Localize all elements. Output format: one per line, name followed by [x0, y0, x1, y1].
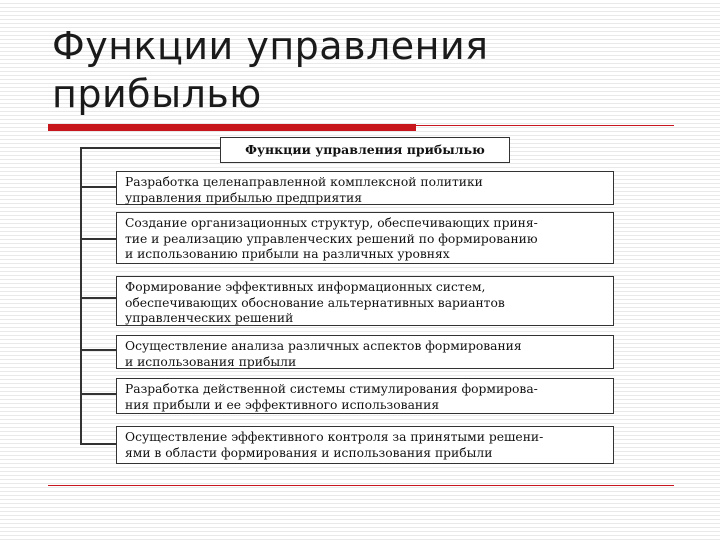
function-text: Осуществление эффективного контроля за принятыми решени- ями в области формирования и использования прибыли — [125, 430, 544, 460]
connector-branch — [80, 297, 116, 299]
connector-branch — [80, 393, 116, 395]
diagram-root-box: Функции управления прибылью — [220, 137, 510, 163]
bottom-divider — [48, 485, 674, 486]
slide-title: Функции управления прибылью — [52, 24, 489, 116]
function-box-5 — [116, 378, 614, 414]
function-box-4 — [116, 335, 614, 369]
function-text: Создание организационных структур, обеспечивающих приня- тие и реализацию управленческих решений по формированию и использованию прибыли на различных уровнях — [125, 216, 538, 261]
function-text: Формирование эффективных информационных систем, обеспечивающих обоснование альтернативных вариантов управленческих решений — [125, 280, 505, 325]
function-text: Разработка действенной системы стимулирования формирова- ния прибыли и ее эффективного использования — [125, 382, 538, 412]
function-box-3 — [116, 276, 614, 326]
function-box-6 — [116, 426, 614, 464]
function-text: Разработка целенаправленной комплексной политики управления прибылью предприятия — [125, 175, 483, 205]
connector-branch — [80, 349, 116, 351]
function-box-2 — [116, 212, 614, 264]
connector-root — [80, 147, 220, 149]
connector-branch — [80, 238, 116, 240]
function-text: Осуществление анализа различных аспектов формирования и использования прибыли — [125, 339, 522, 369]
connector-branch — [80, 443, 116, 445]
connector-spine — [80, 147, 82, 445]
connector-branch — [80, 186, 116, 188]
function-box-1 — [116, 171, 614, 205]
